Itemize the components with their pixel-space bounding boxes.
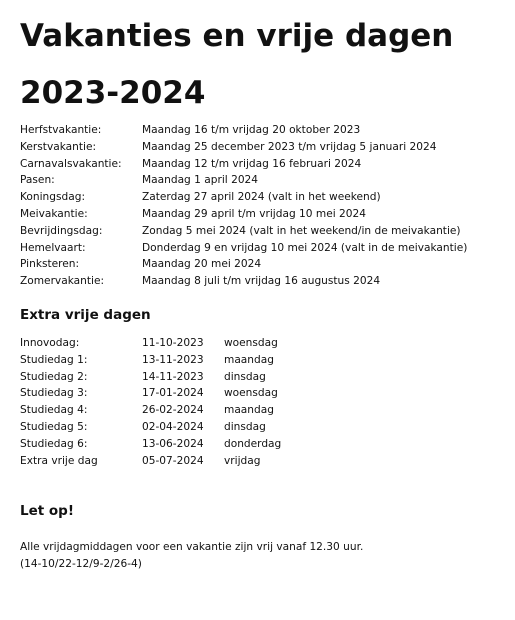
extra-day-weekday: woensdag bbox=[224, 387, 278, 400]
extra-day-date: 05-07-2024 bbox=[142, 454, 204, 467]
extra-day-weekday: maandag bbox=[224, 353, 274, 366]
vacation-row bbox=[20, 172, 467, 189]
vacation-name: Meivakantie: bbox=[20, 207, 88, 220]
extra-days-list bbox=[20, 335, 281, 469]
extra-day-row bbox=[20, 369, 281, 386]
note-line-2: (14-10/22-12/9-2/26-4) bbox=[20, 557, 142, 570]
extra-day-row bbox=[20, 402, 281, 419]
vacation-name: Zomervakantie: bbox=[20, 275, 105, 288]
vacation-row bbox=[20, 240, 467, 257]
vacation-row bbox=[20, 156, 467, 173]
vacation-row bbox=[20, 122, 467, 139]
vacation-name: Pinksteren: bbox=[20, 258, 80, 271]
vacation-dates: Maandag 1 april 2024 bbox=[142, 174, 259, 187]
extra-day-date: 14-11-2023 bbox=[142, 370, 204, 383]
vacation-dates: Maandag 8 juli t/m vrijdag 16 augustus 2024 bbox=[142, 275, 381, 288]
extra-day-name: Extra vrije dag bbox=[20, 454, 98, 467]
vacation-dates: Maandag 12 t/m vrijdag 16 februari 2024 bbox=[142, 157, 362, 170]
extra-day-name: Studiedag 4: bbox=[20, 404, 88, 417]
extra-day-weekday: maandag bbox=[224, 404, 274, 417]
extra-day-weekday: woensdag bbox=[224, 337, 278, 349]
vacation-list bbox=[20, 122, 467, 290]
extra-day-row bbox=[20, 436, 281, 453]
extra-day-name: Studiedag 2: bbox=[20, 370, 88, 383]
extra-day-row bbox=[20, 385, 281, 402]
extra-day-date: 13-06-2024 bbox=[142, 437, 204, 450]
vacation-dates: Maandag 25 december 2023 t/m vrijdag 5 januari 2024 bbox=[142, 140, 437, 153]
vacation-name: Hemelvaart: bbox=[20, 241, 86, 254]
extra-day-date: 17-01-2024 bbox=[142, 387, 204, 400]
extra-day-date: 02-04-2024 bbox=[142, 420, 204, 433]
note-heading: Let op! bbox=[20, 503, 75, 519]
vacation-name: Herfstvakantie: bbox=[20, 124, 102, 136]
title-line-1: Vakanties en vrije dagen bbox=[20, 18, 454, 54]
extra-day-name: Studiedag 6: bbox=[20, 437, 88, 450]
vacation-dates: Zondag 5 mei 2024 (valt in het weekend/in de meivakantie) bbox=[142, 224, 461, 237]
vacation-name: Carnavalsvakantie: bbox=[20, 157, 122, 170]
extra-days-heading: Extra vrije dagen bbox=[20, 307, 151, 323]
extra-day-weekday: dinsdag bbox=[224, 420, 266, 433]
vacation-name: Pasen: bbox=[20, 174, 55, 187]
note-line-1: Alle vrijdagmiddagen voor een vakantie zijn vrij vanaf 12.30 uur. bbox=[20, 541, 364, 553]
extra-day-date: 11-10-2023 bbox=[142, 337, 204, 349]
extra-day-weekday: vrijdag bbox=[224, 454, 261, 467]
extra-day-name: Studiedag 3: bbox=[20, 387, 88, 400]
extra-day-row bbox=[20, 453, 281, 470]
vacation-row bbox=[20, 256, 467, 273]
vacation-row bbox=[20, 189, 467, 206]
extra-day-name: Innovodag: bbox=[20, 337, 80, 349]
vacation-row bbox=[20, 139, 467, 156]
extra-day-row bbox=[20, 352, 281, 369]
title-line-2: 2023-2024 bbox=[20, 75, 206, 111]
vacation-name: Kerstvakantie: bbox=[20, 140, 97, 153]
vacation-row bbox=[20, 223, 467, 240]
vacation-row bbox=[20, 206, 467, 223]
vacation-dates: Maandag 16 t/m vrijdag 20 oktober 2023 bbox=[142, 124, 361, 136]
vacation-name: Koningsdag: bbox=[20, 191, 86, 204]
extra-day-row bbox=[20, 419, 281, 436]
vacation-dates: Maandag 20 mei 2024 bbox=[142, 258, 262, 271]
vacation-row bbox=[20, 273, 467, 290]
extra-day-name: Studiedag 1: bbox=[20, 353, 88, 366]
extra-day-date: 13-11-2023 bbox=[142, 353, 204, 366]
vacation-dates: Donderdag 9 en vrijdag 10 mei 2024 (valt in de meivakantie) bbox=[142, 241, 468, 254]
extra-day-name: Studiedag 5: bbox=[20, 420, 88, 433]
vacation-name: Bevrijdingsdag: bbox=[20, 224, 103, 237]
vacation-dates: Maandag 29 april t/m vrijdag 10 mei 2024 bbox=[142, 207, 367, 220]
vacation-dates: Zaterdag 27 april 2024 (valt in het weekend) bbox=[142, 191, 381, 204]
note-text bbox=[20, 539, 363, 573]
page-title bbox=[20, 8, 453, 122]
extra-day-weekday: dinsdag bbox=[224, 370, 266, 383]
extra-day-date: 26-02-2024 bbox=[142, 404, 204, 417]
extra-day-weekday: donderdag bbox=[224, 437, 282, 450]
extra-day-row bbox=[20, 335, 281, 352]
